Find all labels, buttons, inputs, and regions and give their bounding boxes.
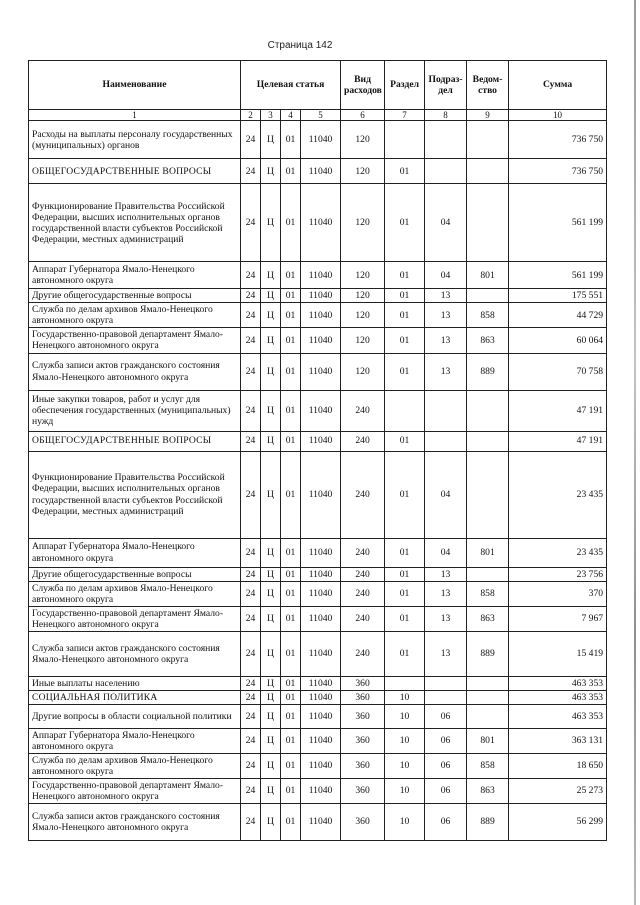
cell-target-2: Ц [261, 451, 281, 538]
cell-subsection: 13 [425, 328, 467, 353]
cell-target-2: Ц [261, 121, 281, 159]
cell-target-1: 24 [241, 159, 261, 184]
cell-section: 01 [385, 289, 425, 303]
cell-sum: 736 750 [509, 159, 607, 184]
row-name: Функционирование Правительства Российской Федерации, высших исполнительных органов государственной власти субъектов Российской Федерации, местных администраций [29, 451, 241, 538]
cell-expense-type: 240 [341, 631, 385, 676]
table-row [29, 159, 607, 184]
cell-sum: 7 967 [509, 606, 607, 631]
cell-expense-type: 120 [341, 159, 385, 184]
cell-department [467, 159, 509, 184]
cell-expense-type: 240 [341, 431, 385, 451]
header-name: Наименование [29, 61, 241, 110]
cell-section: 01 [385, 159, 425, 184]
cell-section: 01 [385, 606, 425, 631]
cell-target-1: 24 [241, 606, 261, 631]
table-row [29, 581, 607, 606]
table-row [29, 778, 607, 803]
cell-target-1: 24 [241, 353, 261, 390]
cell-target-3: 01 [281, 184, 301, 262]
cell-target-3: 01 [281, 753, 301, 778]
header-section: Раздел [385, 61, 425, 110]
row-name: Служба записи актов гражданского состояния Ямало-Ненецкого автономного округа [29, 803, 241, 840]
cell-sum: 60 064 [509, 328, 607, 353]
cell-target-2: Ц [261, 690, 281, 704]
cell-subsection [425, 121, 467, 159]
cell-target-1: 24 [241, 121, 261, 159]
cell-section: 10 [385, 753, 425, 778]
cell-target-3: 01 [281, 538, 301, 567]
column-number: 3 [261, 110, 281, 121]
cell-department [467, 690, 509, 704]
cell-department [467, 676, 509, 690]
cell-expense-type: 120 [341, 184, 385, 262]
cell-target-2: Ц [261, 606, 281, 631]
table-row [29, 303, 607, 328]
cell-target-4: 11040 [301, 690, 341, 704]
table-row [29, 728, 607, 753]
budget-table [28, 60, 607, 841]
cell-expense-type: 240 [341, 451, 385, 538]
row-name: Государственно-правовой департамент Ямало-Ненецкого автономного округа [29, 606, 241, 631]
cell-target-4: 11040 [301, 390, 341, 431]
cell-target-3: 01 [281, 121, 301, 159]
cell-department: 801 [467, 262, 509, 289]
cell-expense-type: 360 [341, 690, 385, 704]
cell-section: 01 [385, 581, 425, 606]
cell-target-4: 11040 [301, 778, 341, 803]
cell-expense-type: 120 [341, 289, 385, 303]
cell-target-3: 01 [281, 581, 301, 606]
cell-subsection: 13 [425, 303, 467, 328]
cell-target-1: 24 [241, 431, 261, 451]
cell-expense-type: 360 [341, 753, 385, 778]
cell-section: 10 [385, 803, 425, 840]
cell-target-1: 24 [241, 567, 261, 581]
cell-subsection [425, 676, 467, 690]
row-name: Иные выплаты населению [29, 676, 241, 690]
column-number: 10 [509, 110, 607, 121]
cell-subsection: 06 [425, 753, 467, 778]
cell-subsection: 06 [425, 778, 467, 803]
cell-section: 01 [385, 631, 425, 676]
table-row [29, 676, 607, 690]
cell-target-4: 11040 [301, 303, 341, 328]
cell-expense-type: 360 [341, 676, 385, 690]
cell-target-2: Ц [261, 631, 281, 676]
cell-subsection: 06 [425, 803, 467, 840]
cell-subsection: 13 [425, 606, 467, 631]
cell-subsection: 04 [425, 451, 467, 538]
cell-target-3: 01 [281, 289, 301, 303]
cell-department: 801 [467, 538, 509, 567]
cell-subsection [425, 431, 467, 451]
cell-sum: 70 758 [509, 353, 607, 390]
cell-target-1: 24 [241, 581, 261, 606]
cell-department [467, 390, 509, 431]
cell-department [467, 184, 509, 262]
table-row [29, 567, 607, 581]
cell-target-2: Ц [261, 262, 281, 289]
cell-target-1: 24 [241, 753, 261, 778]
cell-sum: 56 299 [509, 803, 607, 840]
row-name: Иные закупки товаров, работ и услуг для обеспечения государственных (муниципальных) нужд [29, 390, 241, 431]
column-number: 1 [29, 110, 241, 121]
header-target: Целевая статья [241, 61, 341, 110]
row-name: Служба по делам архивов Ямало-Ненецкого автономного округа [29, 303, 241, 328]
cell-target-2: Ц [261, 328, 281, 353]
cell-subsection: 06 [425, 728, 467, 753]
cell-section: 01 [385, 262, 425, 289]
table-row [29, 753, 607, 778]
cell-target-2: Ц [261, 676, 281, 690]
cell-target-4: 11040 [301, 631, 341, 676]
cell-target-3: 01 [281, 451, 301, 538]
cell-department: 889 [467, 631, 509, 676]
cell-expense-type: 120 [341, 303, 385, 328]
cell-target-1: 24 [241, 690, 261, 704]
cell-sum: 47 191 [509, 390, 607, 431]
cell-target-4: 11040 [301, 431, 341, 451]
scan-edge-shadow [634, 0, 636, 905]
cell-target-4: 11040 [301, 803, 341, 840]
cell-sum: 23 756 [509, 567, 607, 581]
table-row [29, 690, 607, 704]
table-row [29, 451, 607, 538]
table-row [29, 431, 607, 451]
cell-target-2: Ц [261, 538, 281, 567]
cell-target-4: 11040 [301, 121, 341, 159]
column-number: 5 [301, 110, 341, 121]
cell-subsection [425, 390, 467, 431]
cell-target-3: 01 [281, 690, 301, 704]
cell-subsection: 06 [425, 704, 467, 728]
cell-target-4: 11040 [301, 704, 341, 728]
cell-target-4: 11040 [301, 159, 341, 184]
column-number: 2 [241, 110, 261, 121]
cell-expense-type: 240 [341, 538, 385, 567]
table-row [29, 184, 607, 262]
cell-sum: 463 353 [509, 690, 607, 704]
cell-sum: 561 199 [509, 262, 607, 289]
row-name: Аппарат Губернатора Ямало-Ненецкого автономного округа [29, 538, 241, 567]
cell-department: 863 [467, 328, 509, 353]
row-name: Другие общегосударственные вопросы [29, 289, 241, 303]
cell-target-3: 01 [281, 353, 301, 390]
column-number: 6 [341, 110, 385, 121]
cell-target-4: 11040 [301, 328, 341, 353]
cell-expense-type: 120 [341, 121, 385, 159]
header-expense-type: Вид расходов [341, 61, 385, 110]
table-row [29, 538, 607, 567]
cell-target-2: Ц [261, 289, 281, 303]
cell-subsection [425, 690, 467, 704]
table-row [29, 803, 607, 840]
cell-section: 01 [385, 538, 425, 567]
cell-target-3: 01 [281, 328, 301, 353]
cell-subsection: 13 [425, 581, 467, 606]
cell-sum: 736 750 [509, 121, 607, 159]
cell-department: 858 [467, 303, 509, 328]
cell-section: 01 [385, 328, 425, 353]
cell-section: 10 [385, 704, 425, 728]
cell-target-4: 11040 [301, 289, 341, 303]
column-number: 4 [281, 110, 301, 121]
cell-subsection: 13 [425, 631, 467, 676]
row-name: Расходы на выплаты персоналу государственных (муниципальных) органов [29, 121, 241, 159]
row-name: ОБЩЕГОСУДАРСТВЕННЫЕ ВОПРОСЫ [29, 159, 241, 184]
cell-sum: 463 353 [509, 676, 607, 690]
cell-sum: 25 273 [509, 778, 607, 803]
cell-expense-type: 120 [341, 328, 385, 353]
cell-target-3: 01 [281, 676, 301, 690]
cell-department [467, 451, 509, 538]
row-name: Служба по делам архивов Ямало-Ненецкого автономного округа [29, 581, 241, 606]
cell-target-4: 11040 [301, 262, 341, 289]
row-name: Государственно-правовой департамент Ямало-Ненецкого автономного округа [29, 778, 241, 803]
row-name: Аппарат Губернатора Ямало-Ненецкого автономного округа [29, 728, 241, 753]
cell-target-4: 11040 [301, 538, 341, 567]
cell-target-2: Ц [261, 581, 281, 606]
cell-expense-type: 240 [341, 581, 385, 606]
cell-target-3: 01 [281, 778, 301, 803]
cell-section: 10 [385, 778, 425, 803]
cell-section: 01 [385, 567, 425, 581]
cell-target-4: 11040 [301, 606, 341, 631]
cell-subsection: 13 [425, 289, 467, 303]
cell-subsection: 13 [425, 353, 467, 390]
cell-target-2: Ц [261, 390, 281, 431]
cell-target-2: Ц [261, 728, 281, 753]
cell-section [385, 390, 425, 431]
cell-section [385, 121, 425, 159]
column-number-row [29, 110, 607, 121]
row-name: Другие общегосударственные вопросы [29, 567, 241, 581]
cell-target-2: Ц [261, 704, 281, 728]
cell-target-2: Ц [261, 353, 281, 390]
cell-department [467, 431, 509, 451]
cell-department [467, 289, 509, 303]
cell-target-1: 24 [241, 451, 261, 538]
page-number-header: Страница 142 [267, 40, 333, 51]
cell-target-1: 24 [241, 728, 261, 753]
cell-section: 01 [385, 353, 425, 390]
cell-target-3: 01 [281, 606, 301, 631]
cell-sum: 463 353 [509, 704, 607, 728]
cell-sum: 561 199 [509, 184, 607, 262]
cell-department: 863 [467, 778, 509, 803]
header-department: Ведом-ство [467, 61, 509, 110]
cell-expense-type: 240 [341, 390, 385, 431]
cell-expense-type: 240 [341, 606, 385, 631]
cell-target-1: 24 [241, 538, 261, 567]
cell-sum: 23 435 [509, 451, 607, 538]
cell-expense-type: 120 [341, 262, 385, 289]
cell-target-4: 11040 [301, 753, 341, 778]
cell-sum: 370 [509, 581, 607, 606]
table-row [29, 353, 607, 390]
cell-target-1: 24 [241, 704, 261, 728]
cell-target-2: Ц [261, 567, 281, 581]
table-row [29, 289, 607, 303]
table-row [29, 262, 607, 289]
row-name: ОБЩЕГОСУДАРСТВЕННЫЕ ВОПРОСЫ [29, 431, 241, 451]
row-name: Служба записи актов гражданского состояния Ямало-Ненецкого автономного округа [29, 353, 241, 390]
cell-expense-type: 240 [341, 567, 385, 581]
cell-subsection [425, 159, 467, 184]
cell-department: 889 [467, 803, 509, 840]
cell-target-1: 24 [241, 631, 261, 676]
cell-target-2: Ц [261, 159, 281, 184]
cell-target-1: 24 [241, 328, 261, 353]
header-subsection: Подраз-дел [425, 61, 467, 110]
cell-target-1: 24 [241, 184, 261, 262]
cell-department: 801 [467, 728, 509, 753]
row-name: Функционирование Правительства Российской Федерации, высших исполнительных органов государственной власти субъектов Российской Федерации, местных администраций [29, 184, 241, 262]
cell-subsection: 13 [425, 567, 467, 581]
cell-section: 01 [385, 451, 425, 538]
cell-target-3: 01 [281, 567, 301, 581]
table-row [29, 390, 607, 431]
row-name: Служба записи актов гражданского состояния Ямало-Ненецкого автономного округа [29, 631, 241, 676]
cell-target-2: Ц [261, 778, 281, 803]
cell-target-1: 24 [241, 390, 261, 431]
cell-department: 858 [467, 753, 509, 778]
cell-subsection: 04 [425, 538, 467, 567]
cell-target-1: 24 [241, 778, 261, 803]
cell-sum: 363 131 [509, 728, 607, 753]
cell-target-3: 01 [281, 390, 301, 431]
cell-target-3: 01 [281, 303, 301, 328]
cell-target-1: 24 [241, 289, 261, 303]
cell-sum: 23 435 [509, 538, 607, 567]
cell-target-2: Ц [261, 184, 281, 262]
table-body [29, 121, 607, 841]
cell-department: 889 [467, 353, 509, 390]
cell-sum: 175 551 [509, 289, 607, 303]
cell-target-2: Ц [261, 803, 281, 840]
row-name: Служба по делам архивов Ямало-Ненецкого автономного округа [29, 753, 241, 778]
table-row [29, 606, 607, 631]
cell-target-3: 01 [281, 728, 301, 753]
table-row [29, 121, 607, 159]
column-number: 8 [425, 110, 467, 121]
cell-target-4: 11040 [301, 353, 341, 390]
cell-department [467, 567, 509, 581]
cell-section: 01 [385, 303, 425, 328]
cell-target-4: 11040 [301, 676, 341, 690]
cell-section: 10 [385, 690, 425, 704]
cell-department: 858 [467, 581, 509, 606]
cell-target-2: Ц [261, 753, 281, 778]
header-row [29, 61, 607, 110]
cell-target-2: Ц [261, 303, 281, 328]
cell-target-1: 24 [241, 803, 261, 840]
cell-sum: 44 729 [509, 303, 607, 328]
cell-target-4: 11040 [301, 728, 341, 753]
cell-target-1: 24 [241, 676, 261, 690]
cell-department [467, 704, 509, 728]
cell-target-4: 11040 [301, 567, 341, 581]
cell-expense-type: 360 [341, 704, 385, 728]
cell-target-3: 01 [281, 631, 301, 676]
cell-sum: 18 650 [509, 753, 607, 778]
cell-target-3: 01 [281, 803, 301, 840]
cell-subsection: 04 [425, 262, 467, 289]
cell-section: 10 [385, 728, 425, 753]
cell-target-3: 01 [281, 262, 301, 289]
cell-expense-type: 360 [341, 778, 385, 803]
row-name: Аппарат Губернатора Ямало-Ненецкого автономного округа [29, 262, 241, 289]
table-row [29, 328, 607, 353]
row-name: СОЦИАЛЬНАЯ ПОЛИТИКА [29, 690, 241, 704]
cell-expense-type: 120 [341, 353, 385, 390]
column-number: 9 [467, 110, 509, 121]
cell-section [385, 676, 425, 690]
cell-target-4: 11040 [301, 184, 341, 262]
cell-expense-type: 360 [341, 728, 385, 753]
table-row [29, 704, 607, 728]
cell-section: 01 [385, 431, 425, 451]
row-name: Государственно-правовой департамент Ямало-Ненецкого автономного округа [29, 328, 241, 353]
cell-sum: 47 191 [509, 431, 607, 451]
cell-target-2: Ц [261, 431, 281, 451]
cell-target-4: 11040 [301, 581, 341, 606]
cell-department: 863 [467, 606, 509, 631]
row-name: Другие вопросы в области социальной политики [29, 704, 241, 728]
table-row [29, 631, 607, 676]
cell-sum: 15 419 [509, 631, 607, 676]
cell-target-1: 24 [241, 303, 261, 328]
header-sum: Сумма [509, 61, 607, 110]
cell-department [467, 121, 509, 159]
cell-target-4: 11040 [301, 451, 341, 538]
cell-target-3: 01 [281, 704, 301, 728]
cell-subsection: 04 [425, 184, 467, 262]
cell-target-3: 01 [281, 431, 301, 451]
column-number: 7 [385, 110, 425, 121]
cell-section: 01 [385, 184, 425, 262]
cell-target-3: 01 [281, 159, 301, 184]
cell-expense-type: 360 [341, 803, 385, 840]
cell-target-1: 24 [241, 262, 261, 289]
